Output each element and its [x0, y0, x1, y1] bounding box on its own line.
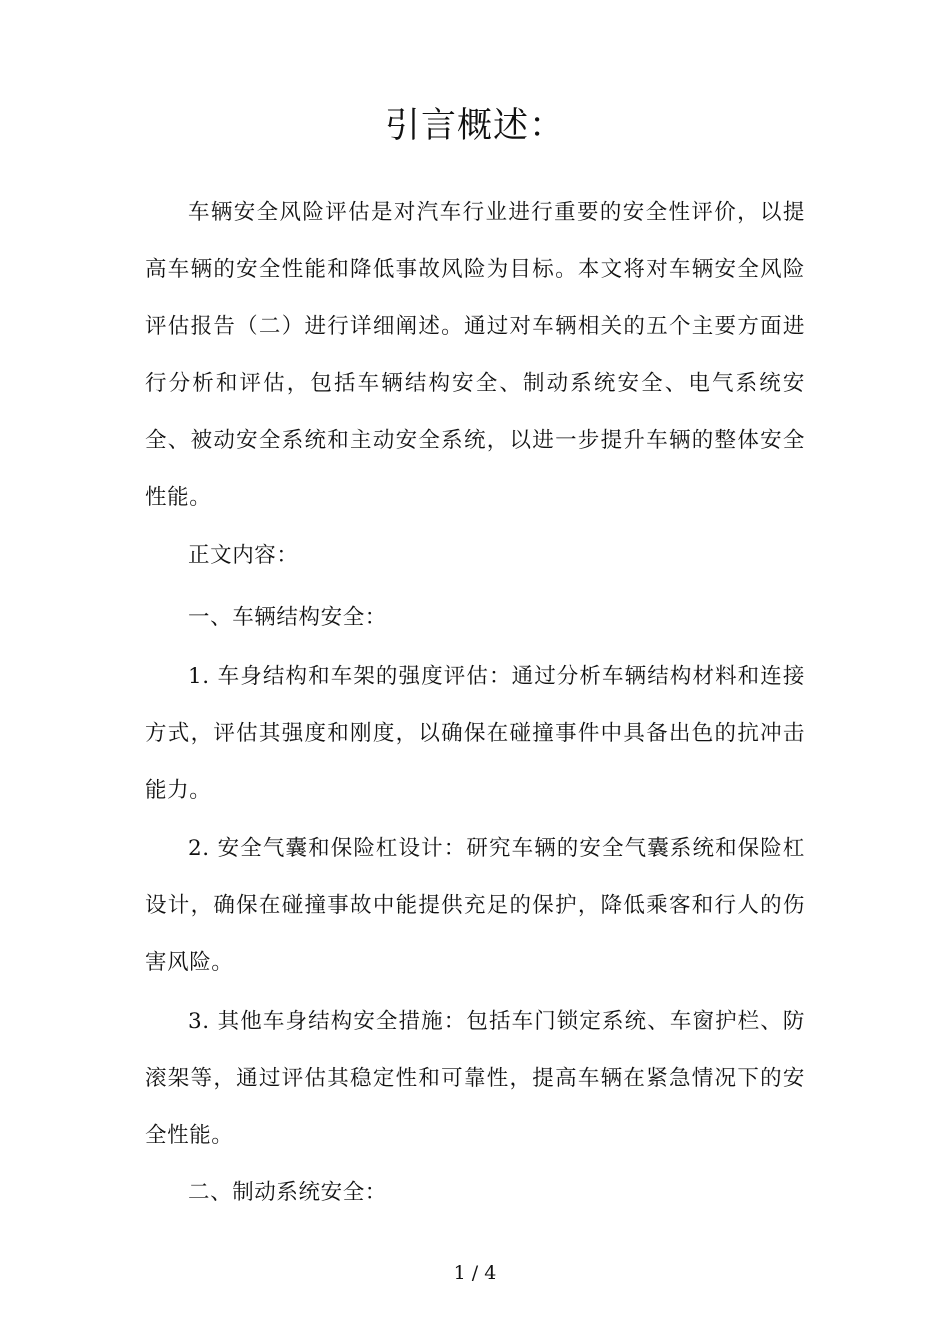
section-heading-braking-system: 二、制动系统安全： — [188, 1180, 387, 1205]
list-item-other-measures: 3. 其他车身结构安全措施：包括车门锁定系统、车窗护栏、防滚架等，通过评估其稳定性和可靠性，提高车辆在紧急情况下的安全性能。 — [145, 1009, 805, 1148]
document-body-section — [145, 1164, 805, 1221]
list-item-body-strength: 1. 车身结构和车架的强度评估：通过分析车辆结构材料和连接方式，评估其强度和刚度，以确保在碰撞事件中具备出色的抗冲击能力。 — [145, 664, 805, 803]
document-body-section — [145, 993, 805, 1164]
intro-paragraph: 车辆安全风险评估是对汽车行业进行重要的安全性评价，以提高车辆的安全性能和降低事故风险为目标。本文将对车辆安全风险评估报告（二）进行详细阐述。通过对车辆相关的五个主要方面进行分析和评估，包括车辆结构安全、制动系统安全、电气系统安全、被动安全系统和主动安全系统，以进一步提升车辆的整体安全性能。 — [145, 200, 805, 510]
page-number: 1 / 4 — [453, 1262, 497, 1284]
section-heading-main-text: 正文内容： — [188, 543, 299, 568]
section-heading-vehicle-structure: 一、车辆结构安全： — [188, 605, 387, 630]
list-item-airbag-bumper: 2. 安全气囊和保险杠设计：研究车辆的安全气囊系统和保险杠设计，确保在碰撞事故中能提供充足的保护，降低乘客和行人的伤害风险。 — [145, 836, 805, 975]
document-body-section — [145, 648, 805, 819]
document-body — [145, 184, 805, 526]
document-body-section — [145, 589, 805, 646]
document-body-section — [145, 820, 805, 991]
document-body-section — [145, 527, 805, 584]
document-title: 引言概述： — [384, 106, 565, 146]
